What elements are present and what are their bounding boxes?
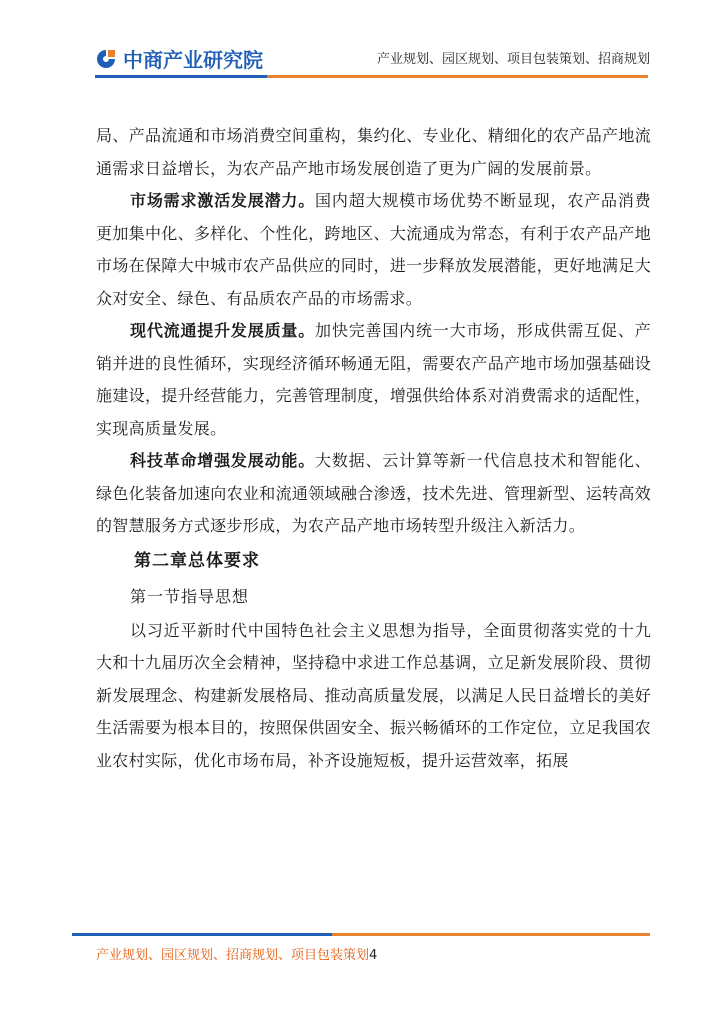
header-divider-blue <box>95 75 267 78</box>
chapter-title: 第二章总体要求 <box>134 550 260 571</box>
page-footer <box>96 944 377 963</box>
page-header <box>0 0 724 80</box>
header-divider-orange <box>267 75 648 78</box>
logo-text: 中商产业研究院 <box>123 48 263 72</box>
paragraph-text: 国内超大规模市场优势不断显现，农产品消费更加集中化、多样化、个性化，跨地区、大流通成为常态，有利于农产品产地市场在保障大中城市农产品供应的同时，进一步释放发展潜能，更好地满足大众对安全、绿色、有品质农产品的市场需求。 <box>96 191 651 308</box>
paragraph-text: 大数据、云计算等新一代信息技术和智能化、绿色化装备加速向农业和流通领域融合渗透，技术先进、管理新型、运转高效的智慧服务方式逐步形成，为农产品产地市场转型升级注入新活力。 <box>96 451 651 535</box>
paragraph <box>96 445 651 543</box>
paragraph-heading: 科技革命增强发展动能。 <box>130 451 316 470</box>
footer-divider-orange <box>332 933 650 936</box>
logo-icon <box>95 48 117 70</box>
paragraph-heading: 市场需求激活发展潜力。 <box>130 191 316 210</box>
header-tagline: 产业规划、园区规划、项目包装策划、招商规划 <box>376 52 650 67</box>
footer-text: 产业规划、园区规划、招商规划、项目包装策划 <box>96 948 370 963</box>
footer-divider-blue <box>72 933 332 936</box>
paragraph-text: 加快完善国内统一大市场，形成供需互促、产销并进的良性循环，实现经济循环畅通无阻，需要农产品产地市场加强基础设施建设，提升经营能力，完善管理制度，增强供给体系对消费需求的适配性，实现高质量发展。 <box>96 321 651 438</box>
paragraph-heading: 现代流通提升发展质量。 <box>130 321 316 340</box>
document-body <box>96 120 651 777</box>
section-title: 第一节指导思想 <box>130 586 250 606</box>
paragraph: 局、产品流通和市场消费空间重构，集约化、专业化、精细化的农产品产地流通需求日益增长，为农产品产地市场发展创造了更为广阔的发展前景。 <box>96 126 651 178</box>
paragraph <box>96 185 651 315</box>
paragraph <box>96 315 651 445</box>
logo <box>95 44 263 73</box>
page-number: 4 <box>369 948 378 963</box>
paragraph: 以习近平新时代中国特色社会主义思想为指导，全面贯彻落实党的十九大和十九届历次全会精神，坚持稳中求进工作总基调，立足新发展阶段、贯彻新发展理念、构建新发展格局、推动高质量发展，以满足人民日益增长的美好生活需要为根本目的，按照保供固安全、振兴畅循环的工作定位，立足我国农业农村实际，优化市场布局，补齐设施短板，提升运营效率，拓展 <box>96 620 651 770</box>
